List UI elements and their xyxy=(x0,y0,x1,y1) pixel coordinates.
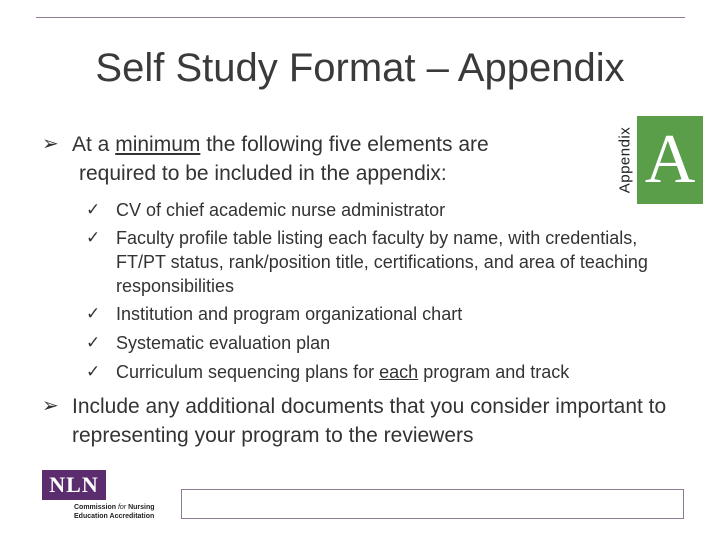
checkmark-icon: ✓ xyxy=(86,362,101,381)
bullet-additional-documents xyxy=(42,392,672,450)
list-item xyxy=(86,302,690,326)
appendix-tab-label: Appendix xyxy=(616,126,634,194)
list-item xyxy=(86,360,690,384)
top-rule xyxy=(36,17,685,18)
logo-line1-c: Nursing xyxy=(126,504,155,511)
list-item-text: Faculty profile table listing each faculty by name, with credentials, FT/PT status, rank/position title, certifications, and area of teaching responsibilities xyxy=(116,228,648,296)
bullet1-prefix: At a xyxy=(72,133,116,156)
list-item xyxy=(86,226,690,298)
list-item xyxy=(86,198,690,222)
bullet1-emphasis: minimum xyxy=(115,133,201,156)
appendix-tab xyxy=(613,116,637,204)
logo-line2: Education Accreditation xyxy=(74,513,155,520)
bullet2-text: Include any additional documents that you consider important to representing your program to the reviewers xyxy=(72,395,667,447)
checkmark-icon: ✓ xyxy=(86,200,101,219)
logo-line1-b: for xyxy=(117,504,127,511)
checkmark-icon: ✓ xyxy=(86,333,101,352)
checkmark-icon: ✓ xyxy=(86,304,101,323)
checkmark-icon: ✓ xyxy=(86,228,101,247)
list-item-prefix: Curriculum sequencing plans for xyxy=(116,362,380,382)
bullet1-line2: required to be included in the appendix: xyxy=(79,162,447,185)
list-item-suffix: program and track xyxy=(418,362,570,382)
list-item-text: CV of chief academic nurse administrator xyxy=(116,200,446,220)
list-item xyxy=(86,331,690,355)
bullet-minimum-elements xyxy=(42,130,602,188)
arrow-bullet-icon: ➢ xyxy=(42,133,59,155)
logo-caption xyxy=(74,503,155,521)
nln-logo: NLN xyxy=(42,470,106,500)
slide-title: Self Study Format – Appendix xyxy=(95,46,625,90)
footer-box xyxy=(181,489,684,519)
logo-line1-a: Commission xyxy=(74,504,118,511)
bullet1-suffix: the following five elements are xyxy=(200,133,489,156)
arrow-bullet-icon: ➢ xyxy=(42,395,59,417)
list-item-emphasis: each xyxy=(379,362,419,382)
list-item-text: Systematic evaluation plan xyxy=(116,333,331,353)
list-item-text: Institution and program organizational chart xyxy=(116,304,463,324)
appendix-letter-box: A xyxy=(637,116,703,204)
